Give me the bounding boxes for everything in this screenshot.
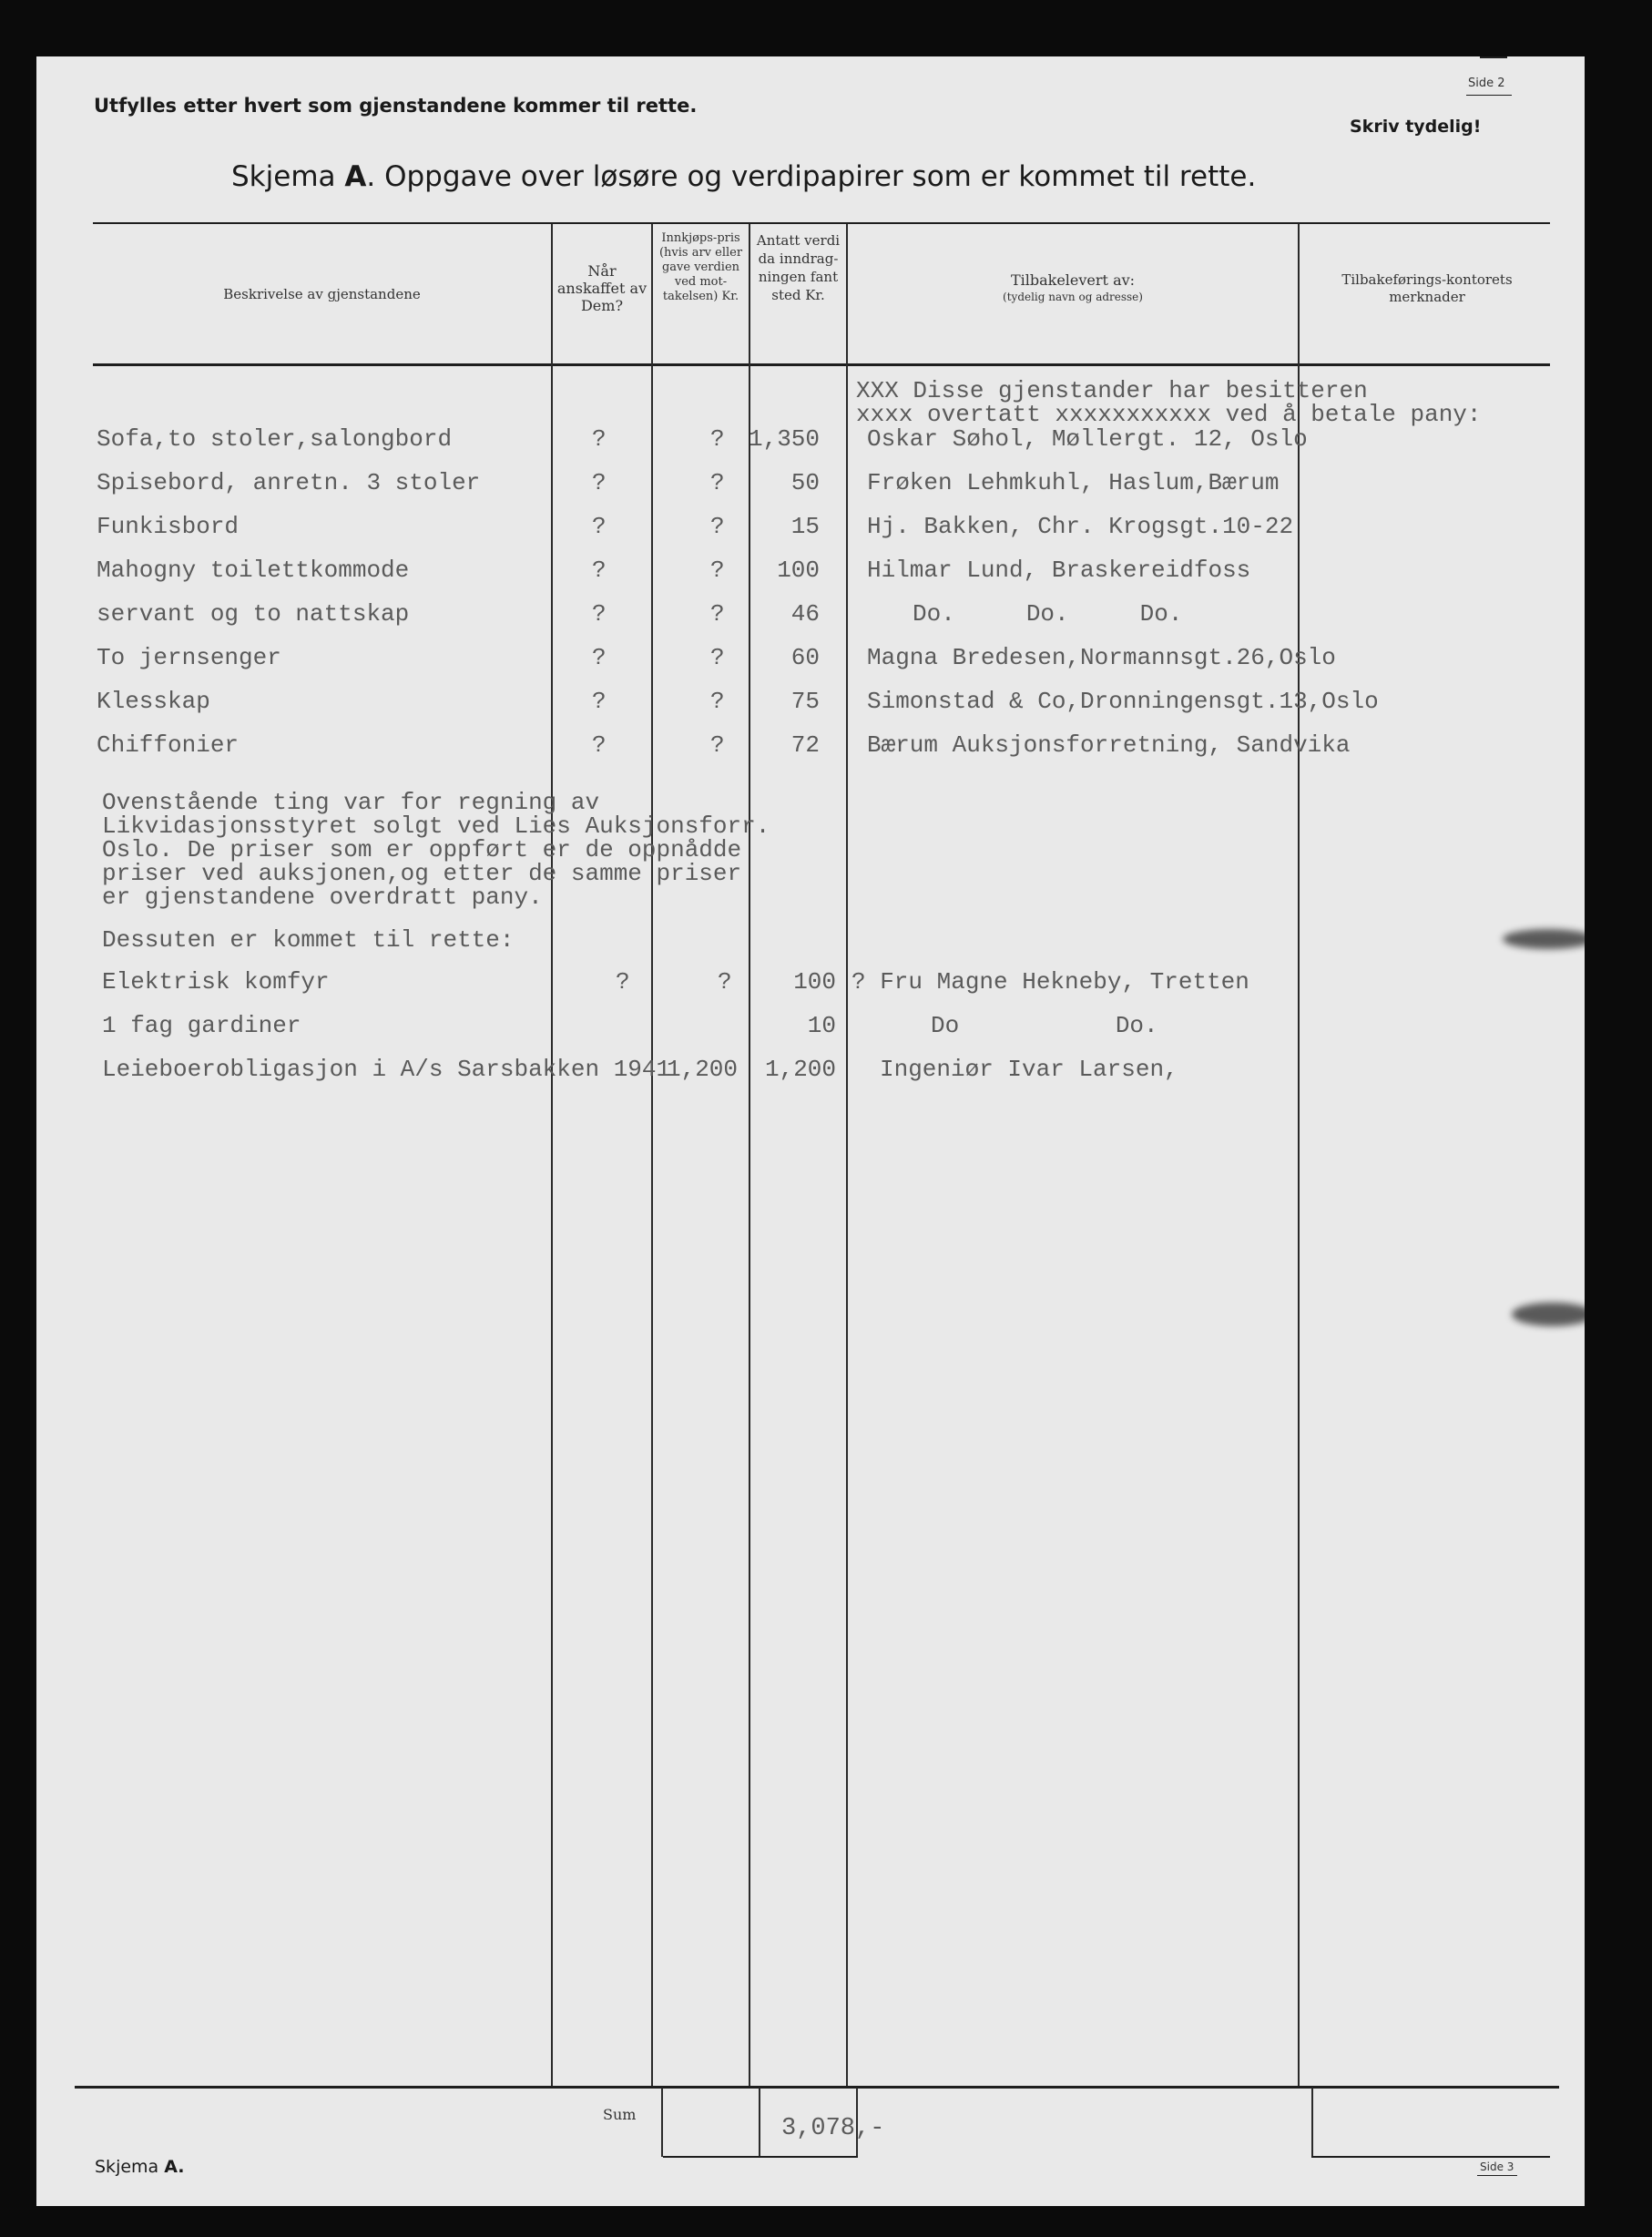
header-innkjops: Innkjøps-pris (hvis arv eller gave verdien ved mot-takelsen) Kr. xyxy=(658,231,743,303)
table-row xyxy=(36,1006,1585,1046)
row-returned-by: Hj. Bakken, Chr. Krogsgt.10-22 xyxy=(867,513,1294,540)
row-returned-by: Hilmar Lund, Braskereidfoss xyxy=(867,557,1251,584)
instruction-left: Utfylles etter hvert som gjenstandene kommer til rette. xyxy=(94,95,698,117)
col-line-5 xyxy=(1298,224,1300,2088)
row-price: ? xyxy=(710,688,725,715)
row-when: ? xyxy=(592,513,607,540)
header-kontor: Tilbakeførings-kontorets merknader xyxy=(1341,271,1513,305)
header-beskrivelse: Beskrivelse av gjenstandene xyxy=(223,286,421,302)
note-line-1: XXX Disse gjenstander har besitteren xyxy=(856,377,1368,404)
sum-col-line-1 xyxy=(661,2088,663,2157)
col-line-2 xyxy=(651,224,653,2088)
row-value: 46 xyxy=(790,600,820,628)
row-value: 100 xyxy=(777,557,820,584)
page-number-bottom: Side 3 xyxy=(1480,2160,1514,2173)
row-description: Elektrisk komfyr xyxy=(102,968,330,996)
scan-smudge xyxy=(1503,929,1585,949)
header-tilbakelevert-title: Tilbakelevert av: xyxy=(1010,271,1136,289)
row-when: ? xyxy=(592,600,607,628)
row-value: 15 xyxy=(790,513,820,540)
header-naar: Når anskaffet av Dem? xyxy=(556,262,648,314)
row-price: ? xyxy=(710,469,725,496)
row-description: Spisebord, anretn. 3 stoler xyxy=(97,469,481,496)
row-value: 72 xyxy=(790,731,820,759)
row-price: ? xyxy=(710,557,725,584)
footer-form-label xyxy=(95,2157,185,2177)
scan-smudge xyxy=(1512,1302,1585,1326)
row-description: Klesskap xyxy=(97,688,210,715)
sum-value: 3,078,- xyxy=(781,2115,885,2142)
row-when: ? xyxy=(616,968,630,996)
row-value: 1,200 xyxy=(764,1056,836,1083)
form-sheet xyxy=(36,56,1585,2206)
sum-top-rule xyxy=(75,2086,1559,2089)
table-row xyxy=(36,594,1585,634)
row-description: Funkisbord xyxy=(97,513,240,540)
row-price: ? xyxy=(710,644,725,671)
row-description: Chiffonier xyxy=(97,731,240,759)
table-row xyxy=(36,506,1585,546)
row-returned-by: ? Fru Magne Hekneby, Tretten xyxy=(851,968,1249,996)
row-value: 10 xyxy=(807,1012,836,1039)
instruction-right: Skriv tydelig! xyxy=(1350,117,1482,137)
row-description: Leieboerobligasjon i A/s Sarsbakken 1941 xyxy=(102,1056,671,1083)
title-letter: A xyxy=(344,160,367,193)
title-text: . Oppgave over løsøre og verdipapirer som er kommet til rette. xyxy=(366,160,1257,193)
table-row xyxy=(36,725,1585,765)
header-antatt: Antatt verdi da inndrag-ningen fant sted Kr. xyxy=(756,232,841,303)
row-returned-by: Magna Bredesen,Normannsgt.26,Oslo xyxy=(867,644,1336,671)
table-row xyxy=(36,463,1585,503)
row-when: ? xyxy=(592,469,607,496)
row-description: servant og to nattskap xyxy=(97,600,410,628)
row-description: Mahogny toilettkommode xyxy=(97,557,410,584)
header-top-rule xyxy=(93,222,1550,224)
row-description: Sofa,to stoler,salongbord xyxy=(97,425,453,453)
row-when: ? xyxy=(592,731,607,759)
page-number-bottom-underline xyxy=(1477,2175,1517,2176)
row-returned-by: Ingeniør Ivar Larsen, xyxy=(880,1056,1178,1083)
row-price: ? xyxy=(710,425,725,453)
table-row xyxy=(36,962,1585,1002)
also-returned-heading: Dessuten er kommet til rette: xyxy=(102,926,515,954)
row-returned-by: Do Do. xyxy=(931,1012,1158,1039)
auction-note: Ovenstående ting var for regning av Likvidasjonsstyret solgt ved Lies Auksjonsforr. Oslo. De priser som er oppført er de oppnådde priser ved auksjonen,og etter de samme priser er gjenstandene overdratt pany. xyxy=(102,789,770,911)
row-returned-by: Frøken Lehmkuhl, Haslum,Bærum xyxy=(867,469,1280,496)
page-number-top: Side 2 xyxy=(1468,77,1505,90)
remarks-bottom-rule xyxy=(1311,2156,1550,2158)
col-line-4 xyxy=(846,224,848,2088)
footer-letter: A. xyxy=(164,2157,185,2177)
table-row xyxy=(36,419,1585,459)
row-price: ? xyxy=(718,968,732,996)
row-price: ? xyxy=(710,600,725,628)
row-returned-by: Do. Do. Do. xyxy=(913,600,1183,628)
title-prefix: Skjema xyxy=(231,160,336,193)
row-value: 75 xyxy=(790,688,820,715)
row-value: 100 xyxy=(793,968,836,996)
table-row xyxy=(36,1049,1585,1089)
header-tilbakelevert-sub: (tydelig navn og adresse) xyxy=(1003,291,1143,303)
row-price: ? xyxy=(710,513,725,540)
row-price: ? xyxy=(710,731,725,759)
col-line-3 xyxy=(749,224,750,2088)
sum-bottom-rule xyxy=(663,2156,858,2158)
note-line-2: xxxx overtatt xxxxxxxxxxx ved å betale pany: xyxy=(856,401,1482,428)
row-returned-by: Oskar Søhol, Møllergt. 12, Oslo xyxy=(867,425,1308,453)
row-when: ? xyxy=(592,425,607,453)
row-value: 1,350 xyxy=(748,425,820,453)
row-when: ? xyxy=(592,557,607,584)
row-value: 60 xyxy=(790,644,820,671)
col-line-1 xyxy=(551,224,553,2088)
sum-col-line-4 xyxy=(1311,2088,1313,2157)
table-row xyxy=(36,550,1585,590)
edge-mark xyxy=(1480,56,1507,58)
row-returned-by: Simonstad & Co,Dronningensgt.13,Oslo xyxy=(867,688,1379,715)
table-row xyxy=(36,681,1585,721)
row-price: 1,200 xyxy=(667,1056,739,1083)
row-when: ? xyxy=(592,644,607,671)
footer-label: Skjema xyxy=(95,2157,159,2177)
row-value: 50 xyxy=(790,469,820,496)
sum-label: Sum xyxy=(603,2106,637,2123)
row-when: ? xyxy=(592,688,607,715)
page-number-underline xyxy=(1466,95,1512,96)
row-description: To jernsenger xyxy=(97,644,281,671)
header-tilbakelevert xyxy=(848,271,1298,306)
row-description: 1 fag gardiner xyxy=(102,1012,301,1039)
row-returned-by: Bærum Auksjonsforretning, Sandvika xyxy=(867,731,1351,759)
sum-col-line-2 xyxy=(759,2088,760,2157)
header-bottom-rule xyxy=(93,363,1550,366)
form-title xyxy=(231,160,1256,193)
table-row xyxy=(36,638,1585,678)
